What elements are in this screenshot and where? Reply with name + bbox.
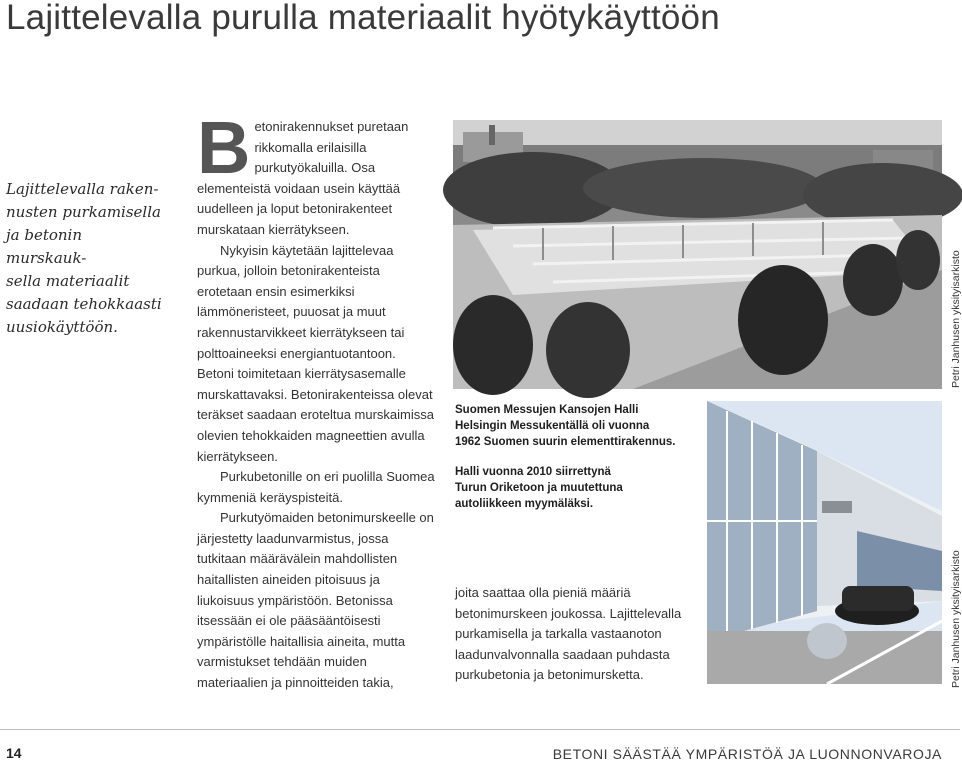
car-dealership-photo [707, 401, 942, 684]
drop-cap: B [197, 106, 251, 189]
body-paragraph: Nykyisin käytetään lajittelevaa purkua, jolloin betonirakenteista erotetaan ensin esimerkiksi lämmöneristeet, puuosat ja muut rakennustarvikkeet kierrätykseen tai polttoaineeksi energiantuotantoon. Betoni toimitetaan kierrätysasemalle murskattavaksi. Betonirakenteissa olevat teräkset saadaan eroteltua murskaimissa olevien tehokkaiden magneettien avulla kierrätykseen. [197, 242, 435, 464]
caption-line: Suomen Messujen Kansojen Halli [455, 404, 639, 416]
lead-line: saadaan tehokkaasti [6, 295, 162, 313]
lead-line: ja betonin murskauk- [6, 226, 87, 267]
page-number: 14 [6, 745, 22, 761]
running-title: BETONI SÄÄSTÄÄ YMPÄRISTÖÄ JA LUONNONVAROJA [552, 746, 942, 762]
body-paragraph [197, 106, 435, 241]
photo-caption [455, 464, 695, 512]
caption-line: Turun Oriketoon ja muutettuna [455, 482, 623, 494]
lead-line: sella materiaalit [6, 272, 130, 290]
lead-line: nusten purkamisella [6, 203, 161, 221]
footer-divider [0, 729, 960, 730]
hall-construction-photo [453, 120, 942, 389]
caption-line: autoliikkeen myymäläksi. [455, 498, 594, 510]
photo-credit: Petri Janhusen yksityisarkisto [950, 550, 962, 688]
body-paragraph: Purkubetonille on eri puolilla Suomea kymmeniä keräyspisteitä. [197, 469, 435, 505]
photo-caption [455, 402, 695, 450]
body-paragraph-text: etonirakennukset puretaan rikkomalla erilaisilla purkutyökaluilla. Osa elementeistä voidaan usein käyttää uudelleen ja loput betonirakenteet murskataan kierrätykseen. [197, 119, 409, 237]
lead-line: uusiokäyttöön. [6, 318, 118, 336]
photo-credit: Petri Janhusen yksityisarkisto [950, 250, 962, 388]
caption-line: Halli vuonna 2010 siirrettynä [455, 466, 611, 478]
body-paragraph-continued: joita saattaa olla pieniä määriä betonimurskeen joukossa. Lajittelevalla purkamisella ja tarkalla vastaanoton laadunvalvonnalla saadaan puhdasta purkubetonia ja betonimursketta. [455, 585, 682, 683]
body-text-column [197, 106, 435, 694]
caption-line: Helsingin Messukentällä oli vuonna [455, 420, 650, 432]
body-paragraph: Purkutyömaiden betonimurskeelle on järjestetty laadunvarmistus, jossa tutkitaan määrävälein mahdollisten haitallisten aineiden pitoisuus ja liukoisuus ympäristöön. Betonissa itsessään ei ole pääsääntöisesti ympäristölle haitallisia aineita, mutta varmistukset tehdään muiden materiaalien ja pinnoitteiden takia, [197, 510, 434, 691]
caption-line: 1962 Suomen suurin elementtirakennus. [455, 436, 676, 448]
lead-line: Lajittelevalla raken- [6, 180, 159, 198]
lead-paragraph [6, 178, 164, 339]
page-title: Lajittelevalla purulla materiaalit hyötykäyttöön [6, 0, 720, 37]
